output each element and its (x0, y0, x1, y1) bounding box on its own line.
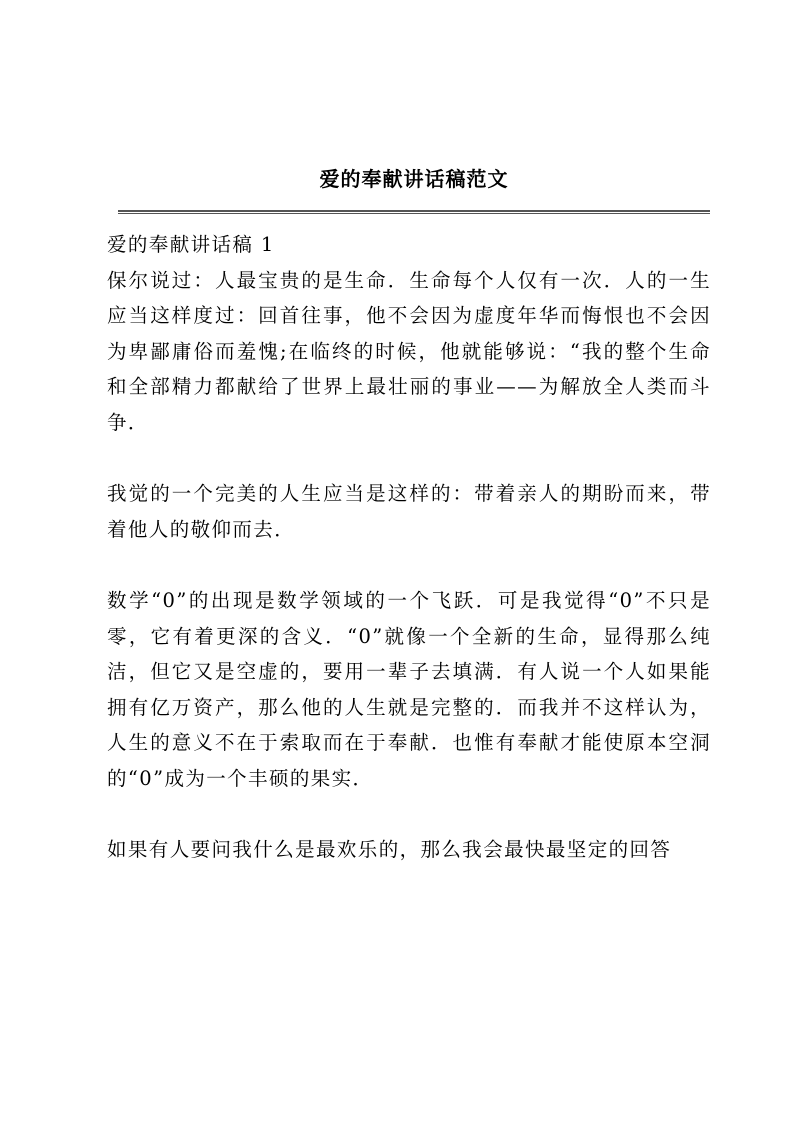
paragraph-gap (107, 547, 711, 583)
section-heading: 爱的奉献讲话稿 1 (107, 233, 275, 256)
paragraph-1: 保尔说过：人最宝贵的是生命．生命每个人仅有一次．人的一生应当这样度过：回首往事，他不会因为虚度年华而悔恨也不会因为卑鄙庸俗而羞愧;在临终的时候，他就能够说：“我的整个生命和全部精力都献给了世界上最壮丽的事业——为解放全人类而斗争． (107, 268, 711, 434)
paragraph-gap (107, 441, 711, 477)
paragraph-3: 数学“0”的出现是数学领域的一个飞跃．可是我觉得“0”不只是零，它有着更深的含义．“0”就像一个全新的生命，显得那么纯洁，但它又是空虚的，要用一辈子去填满．有人说一个人如果能拥有亿万资产，那么他的人生就是完整的．而我并不这样认为，人生的意义不在于索取而在于奉献．也惟有奉献才能使原本空洞的“0”成为一个丰硕的果实． (107, 588, 711, 790)
title-divider (118, 210, 710, 214)
paragraph-2: 我觉的一个完美的人生应当是这样的：带着亲人的期盼而来，带着他人的敬仰而去． (107, 482, 711, 541)
paragraph-4: 如果有人要问我什么是最欢乐的，那么我会最快最坚定的回答 (107, 838, 672, 862)
paragraph-gap (107, 797, 711, 833)
document-title: 爱的奉献讲话稿范文 (319, 167, 509, 191)
document-body (107, 227, 711, 868)
